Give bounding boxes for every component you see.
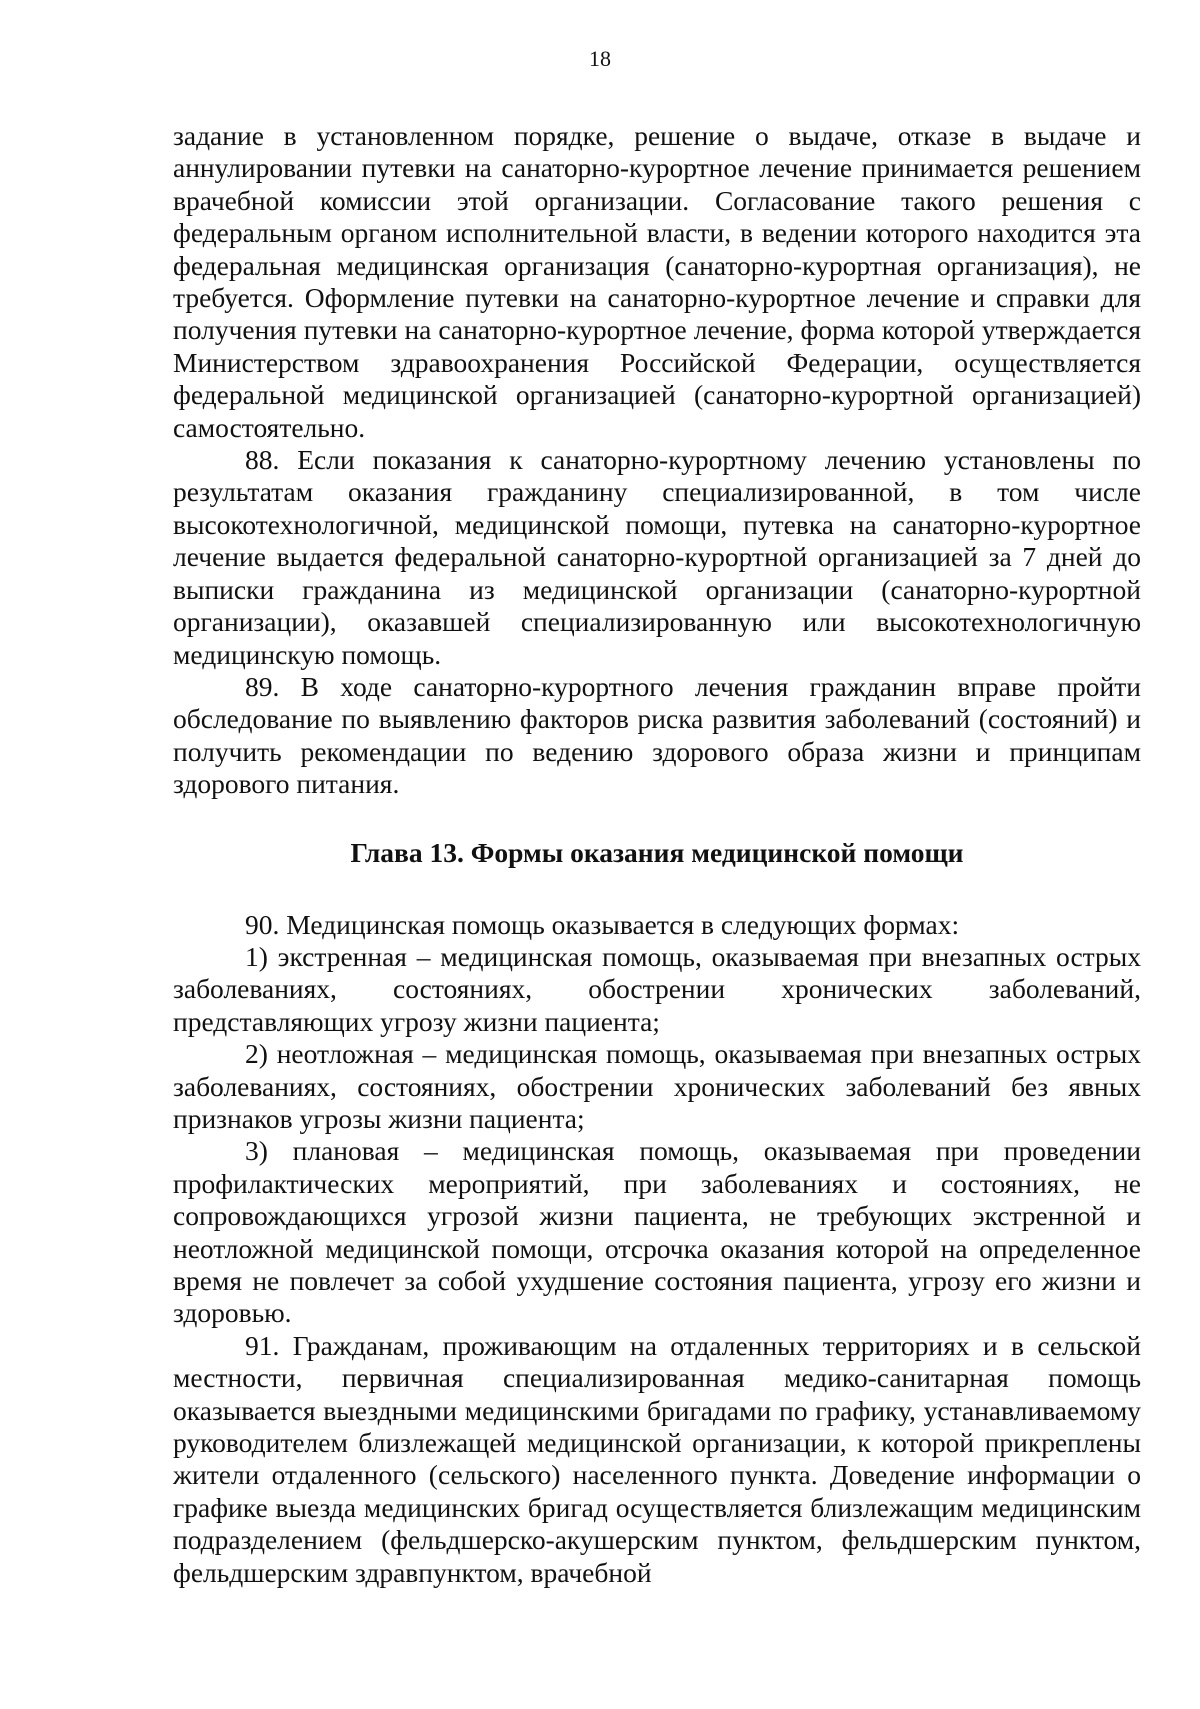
page-number: 18 — [589, 46, 611, 71]
paragraph-91: 91. Гражданам, проживающим на отдаленных территориях и в сельской местности, первичная специализированная медико-санитарная помощь оказывается выездными медицинскими бригадами по графику, устанавливаемому руководителем близлежащей медицинской организации, к которой прикреплены жители отдаленного (сельского) населенного пункта. Доведение информации о графике выезда медицинских бригад осуществляется близлежащим медицинским подразделением (фельдшерско-акушерским пунктом, фельдшерским пунктом, фельдшерским здравпунктом, врачебной — [173, 1329, 1141, 1588]
paragraph-88: 88. Если показания к санаторно-курортному лечению установлены по результатам оказания гражданину специализированной, в том числе высокотехнологичной, медицинской помощи, путевка на санаторно-курортное лечение выдается федеральной санаторно-курортной организацией за 7 дней до выписки гражданина из медицинской организации (санаторно-курортной организации), оказавшей специализированную или высокотехнологичную медицинскую помощь. — [173, 444, 1141, 670]
list-item-planned: 3) плановая – медицинская помощь, оказываемая при проведении профилактических мероприятий, при заболеваниях и состояниях, не сопровождающихся угрозой жизни пациента, не требующих экстренной и неотложной медицинской помощи, отсрочка оказания которой на определенное время не повлечет за собой ухудшение состояния пациента, угрозу его жизни и здоровью. — [173, 1135, 1141, 1329]
list-item-emergency: 1) экстренная – медицинская помощь, оказываемая при внезапных острых заболеваниях, состояниях, обострении хронических заболеваний, представляющих угрозу жизни пациента; — [173, 940, 1141, 1037]
paragraph-90: 90. Медицинская помощь оказывается в следующих формах: — [245, 908, 960, 940]
paragraph-continuation: задание в установленном порядке, решение о выдаче, отказе в выдаче и аннулировании путевки на санаторно-курортное лечение принимается решением врачебной комиссии этой организации. Согласование такого решения с федеральным органом исполнительной власти, в ведении которого находится эта федеральная медицинская организация (санаторно-курортная организация), не требуется. Оформление путевки на санаторно-курортное лечение и справки для получения путевки на санаторно-курортное лечение, форма которой утверждается Министерством здравоохранения Российской Федерации, осуществляется федеральной медицинской организацией (санаторно-курортной организацией) самостоятельно. — [173, 120, 1141, 443]
chapter-title: Глава 13. Формы оказания медицинской помощи — [350, 836, 964, 868]
list-item-urgent: 2) неотложная – медицинская помощь, оказываемая при внезапных острых заболеваниях, состояниях, обострении хронических заболеваний без явных признаков угрозы жизни пациента; — [173, 1038, 1141, 1134]
paragraph-89: 89. В ходе санаторно-курортного лечения гражданин вправе пройти обследование по выявлению факторов риска развития заболеваний (состояний) и получить рекомендации по ведению здорового образа жизни и принципам здорового питания. — [173, 670, 1141, 800]
document-body — [173, 120, 1141, 1589]
